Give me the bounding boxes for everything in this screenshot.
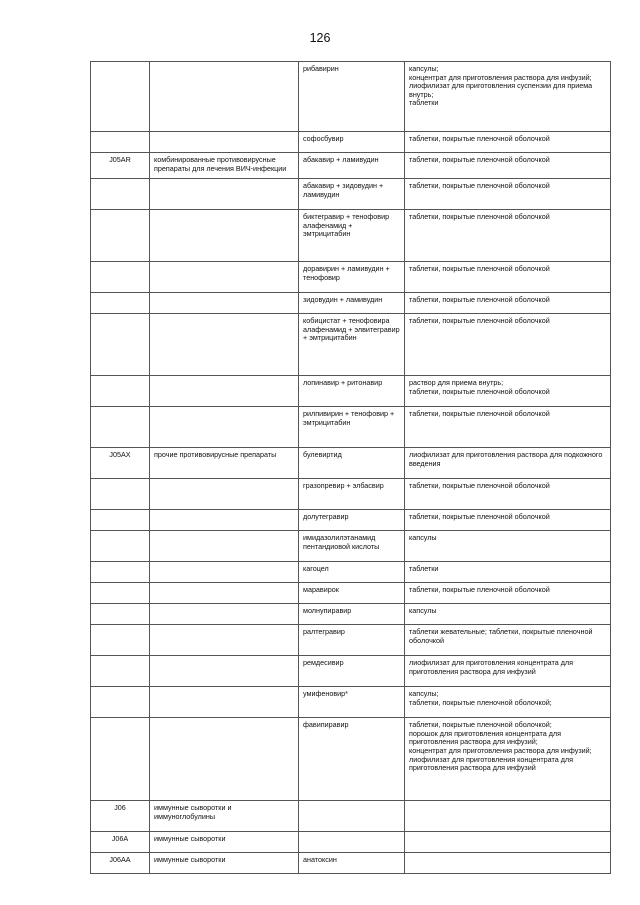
atc-code-cell: J05AX <box>91 448 150 479</box>
drug-name-cell: ралтегравир <box>299 625 405 656</box>
atc-code-cell: J06AA <box>91 853 150 874</box>
group-name-cell <box>150 687 299 718</box>
table-row <box>91 210 611 262</box>
drug-name-cell: долутегравир <box>299 510 405 531</box>
table-row <box>91 801 611 832</box>
group-name-cell <box>150 179 299 210</box>
dosage-forms-cell: таблетки, покрытые пленочной оболочкой <box>405 407 611 448</box>
drug-name-cell: рибавирин <box>299 62 405 132</box>
dosage-forms-cell: капсулы; концентрат для приготовления раствора для инфузий; лиофилизат для приготовления суспензии для приема внутрь; таблетки <box>405 62 611 132</box>
drug-table-body <box>91 62 611 874</box>
drug-name-cell: булевиртид <box>299 448 405 479</box>
dosage-forms-cell: таблетки, покрытые пленочной оболочкой <box>405 293 611 314</box>
dosage-forms-cell: капсулы <box>405 604 611 625</box>
dosage-forms-cell <box>405 801 611 832</box>
group-name-cell: комбинированные противовирусные препараты для лечения ВИЧ-инфекции <box>150 153 299 179</box>
group-name-cell <box>150 510 299 531</box>
drug-name-cell: зидовудин + ламивудин <box>299 293 405 314</box>
drug-name-cell <box>299 801 405 832</box>
table-row <box>91 314 611 376</box>
group-name-cell <box>150 604 299 625</box>
group-name-cell <box>150 718 299 801</box>
drug-name-cell: фавипиравир <box>299 718 405 801</box>
group-name-cell <box>150 262 299 293</box>
table-row <box>91 583 611 604</box>
atc-code-cell <box>91 62 150 132</box>
drug-table <box>90 61 611 874</box>
dosage-forms-cell: таблетки, покрытые пленочной оболочкой <box>405 210 611 262</box>
table-row <box>91 718 611 801</box>
atc-code-cell <box>91 510 150 531</box>
drug-name-cell: кагоцел <box>299 562 405 583</box>
group-name-cell <box>150 62 299 132</box>
atc-code-cell <box>91 583 150 604</box>
atc-code-cell <box>91 687 150 718</box>
dosage-forms-cell: таблетки, покрытые пленочной оболочкой <box>405 583 611 604</box>
group-name-cell <box>150 210 299 262</box>
dosage-forms-cell: капсулы; таблетки, покрытые пленочной оболочкой; <box>405 687 611 718</box>
dosage-forms-cell: таблетки, покрытые пленочной оболочкой; порошок для приготовления концентрата для приготовления раствора для инфузий; концентрат для приготовления раствора для инфузий; лиофилизат для приготовления концентрата для приготовления раствора для инфузий <box>405 718 611 801</box>
table-row <box>91 479 611 510</box>
atc-code-cell <box>91 314 150 376</box>
table-row <box>91 407 611 448</box>
atc-code-cell <box>91 531 150 562</box>
page-number: 126 <box>309 31 331 45</box>
atc-code-cell: J05AR <box>91 153 150 179</box>
dosage-forms-cell: таблетки, покрытые пленочной оболочкой <box>405 132 611 153</box>
dosage-forms-cell: раствор для приема внутрь; таблетки, покрытые пленочной оболочкой <box>405 376 611 407</box>
atc-code-cell: J06A <box>91 832 150 853</box>
group-name-cell <box>150 531 299 562</box>
drug-name-cell: софосбувир <box>299 132 405 153</box>
atc-code-cell <box>91 718 150 801</box>
table-row <box>91 604 611 625</box>
group-name-cell <box>150 132 299 153</box>
atc-code-cell <box>91 179 150 210</box>
drug-name-cell: биктегравир + тенофовир алафенамид + эмтрицитабин <box>299 210 405 262</box>
dosage-forms-cell: лиофилизат для приготовления концентрата для приготовления раствора для инфузий <box>405 656 611 687</box>
drug-name-cell: имидазолилэтанамид пентандиовой кислоты <box>299 531 405 562</box>
drug-name-cell: ремдесивир <box>299 656 405 687</box>
dosage-forms-cell: таблетки, покрытые пленочной оболочкой <box>405 179 611 210</box>
group-name-cell <box>150 479 299 510</box>
group-name-cell <box>150 407 299 448</box>
atc-code-cell <box>91 132 150 153</box>
dosage-forms-cell: таблетки жевательные; таблетки, покрытые пленочной оболочкой <box>405 625 611 656</box>
atc-code-cell <box>91 376 150 407</box>
table-row <box>91 562 611 583</box>
group-name-cell <box>150 376 299 407</box>
drug-name-cell <box>299 832 405 853</box>
atc-code-cell <box>91 262 150 293</box>
table-row <box>91 62 611 132</box>
table-row <box>91 656 611 687</box>
dosage-forms-cell: таблетки <box>405 562 611 583</box>
dosage-forms-cell: таблетки, покрытые пленочной оболочкой <box>405 479 611 510</box>
dosage-forms-cell: таблетки, покрытые пленочной оболочкой <box>405 314 611 376</box>
table-row <box>91 132 611 153</box>
table-row <box>91 687 611 718</box>
table-row <box>91 153 611 179</box>
group-name-cell: иммунные сыворотки и иммуноглобулины <box>150 801 299 832</box>
table-row <box>91 293 611 314</box>
atc-code-cell <box>91 604 150 625</box>
drug-name-cell: умифеновир* <box>299 687 405 718</box>
dosage-forms-cell <box>405 832 611 853</box>
group-name-cell <box>150 293 299 314</box>
table-row <box>91 531 611 562</box>
drug-name-cell: анатоксин <box>299 853 405 874</box>
drug-name-cell: рилпивирин + тенофовир + эмтрицитабин <box>299 407 405 448</box>
group-name-cell <box>150 314 299 376</box>
group-name-cell: иммунные сыворотки <box>150 853 299 874</box>
dosage-forms-cell: капсулы <box>405 531 611 562</box>
table-row <box>91 179 611 210</box>
atc-code-cell <box>91 656 150 687</box>
drug-name-cell: кобицистат + тенофовира алафенамид + элвитегравир + эмтрицитабин <box>299 314 405 376</box>
table-row <box>91 448 611 479</box>
atc-code-cell <box>91 210 150 262</box>
drug-name-cell: абакавир + зидовудин + ламивудин <box>299 179 405 210</box>
drug-name-cell: молнупиравир <box>299 604 405 625</box>
group-name-cell: прочие противовирусные препараты <box>150 448 299 479</box>
table-row <box>91 510 611 531</box>
group-name-cell <box>150 625 299 656</box>
dosage-forms-cell: таблетки, покрытые пленочной оболочкой <box>405 153 611 179</box>
table-row <box>91 853 611 874</box>
atc-code-cell <box>91 625 150 656</box>
dosage-forms-cell: таблетки, покрытые пленочной оболочкой <box>405 262 611 293</box>
group-name-cell <box>150 562 299 583</box>
table-row <box>91 625 611 656</box>
group-name-cell: иммунные сыворотки <box>150 832 299 853</box>
dosage-forms-cell: таблетки, покрытые пленочной оболочкой <box>405 510 611 531</box>
table-row <box>91 262 611 293</box>
drug-name-cell: гразопревир + элбасвир <box>299 479 405 510</box>
group-name-cell <box>150 583 299 604</box>
drug-name-cell: лопинавир + ритонавир <box>299 376 405 407</box>
atc-code-cell: J06 <box>91 801 150 832</box>
atc-code-cell <box>91 479 150 510</box>
atc-code-cell <box>91 407 150 448</box>
table-row <box>91 832 611 853</box>
table-row <box>91 376 611 407</box>
group-name-cell <box>150 656 299 687</box>
drug-name-cell: маравирок <box>299 583 405 604</box>
atc-code-cell <box>91 562 150 583</box>
drug-name-cell: доравирин + ламивудин + тенофовир <box>299 262 405 293</box>
atc-code-cell <box>91 293 150 314</box>
drug-name-cell: абакавир + ламивудин <box>299 153 405 179</box>
dosage-forms-cell: лиофилизат для приготовления раствора для подкожного введения <box>405 448 611 479</box>
dosage-forms-cell <box>405 853 611 874</box>
